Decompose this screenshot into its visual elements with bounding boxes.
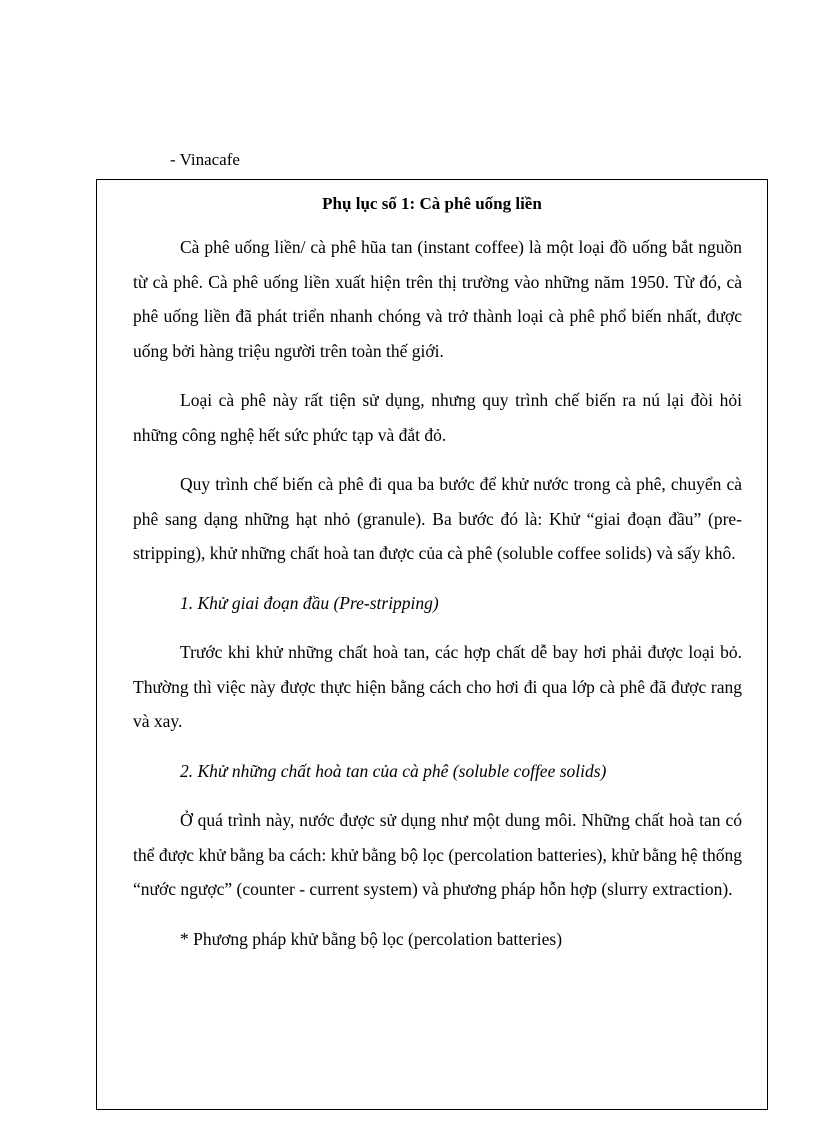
percolation-subheading: * Phương pháp khử bằng bộ lọc (percolation batteries) <box>180 928 563 949</box>
process-paragraph: Quy trình chế biến cà phê đi qua ba bước để khử nước trong cà phê, chuyển cà phê sang dạng những hạt nhỏ (granule). Ba bước đó là: Khử “giai đoạn đầu” (pre-stripping), khử những chất hoà tan được của cà phê (soluble coffee solids) và sấy khô. <box>133 474 742 563</box>
vinacafe-list-item: - Vinacafe <box>170 150 240 169</box>
convenience-paragraph: Loại cà phê này rất tiện sử dụng, nhưng quy trình chế biến ra nú lại đòi hỏi những công nghệ hết sức phức tạp và đắt đỏ. <box>133 390 742 445</box>
appendix-title: Phụ lục số 1: Cà phê uống liền <box>322 194 542 213</box>
appendix-content <box>133 230 742 956</box>
section-1-heading: 1. Khử giai đoạn đầu (Pre-stripping) <box>180 592 439 613</box>
section-2-heading: 2. Khử những chất hoà tan của cà phê (soluble coffee solids) <box>180 760 607 781</box>
section-2-paragraph: Ở quá trình này, nước được sử dụng như một dung môi. Những chất hoà tan có thể được khử bằng ba cách: khử bằng bộ lọc (percolation batteries), khử bằng hệ thống “nước ngược” (counter - current system) và phương pháp hỗn hợp (slurry extraction). <box>133 810 742 899</box>
section-1-paragraph: Trước khi khử những chất hoà tan, các hợp chất dễ bay hơi phải được loại bỏ. Thường thì việc này được thực hiện bằng cách cho hơi đi qua lớp cà phê đã được rang và xay. <box>133 642 742 731</box>
appendix-box <box>96 179 768 1110</box>
intro-paragraph: Cà phê uống liền/ cà phê hũa tan (instant coffee) là một loại đồ uống bắt nguồn từ cà phê. Cà phê uống liền xuất hiện trên thị trường vào những năm 1950. Từ đó, cà phê uống liền đã phát triển nhanh chóng và trở thành loại cà phê phổ biến nhất, được uống bởi hàng triệu người trên toàn thế giới. <box>133 237 742 361</box>
